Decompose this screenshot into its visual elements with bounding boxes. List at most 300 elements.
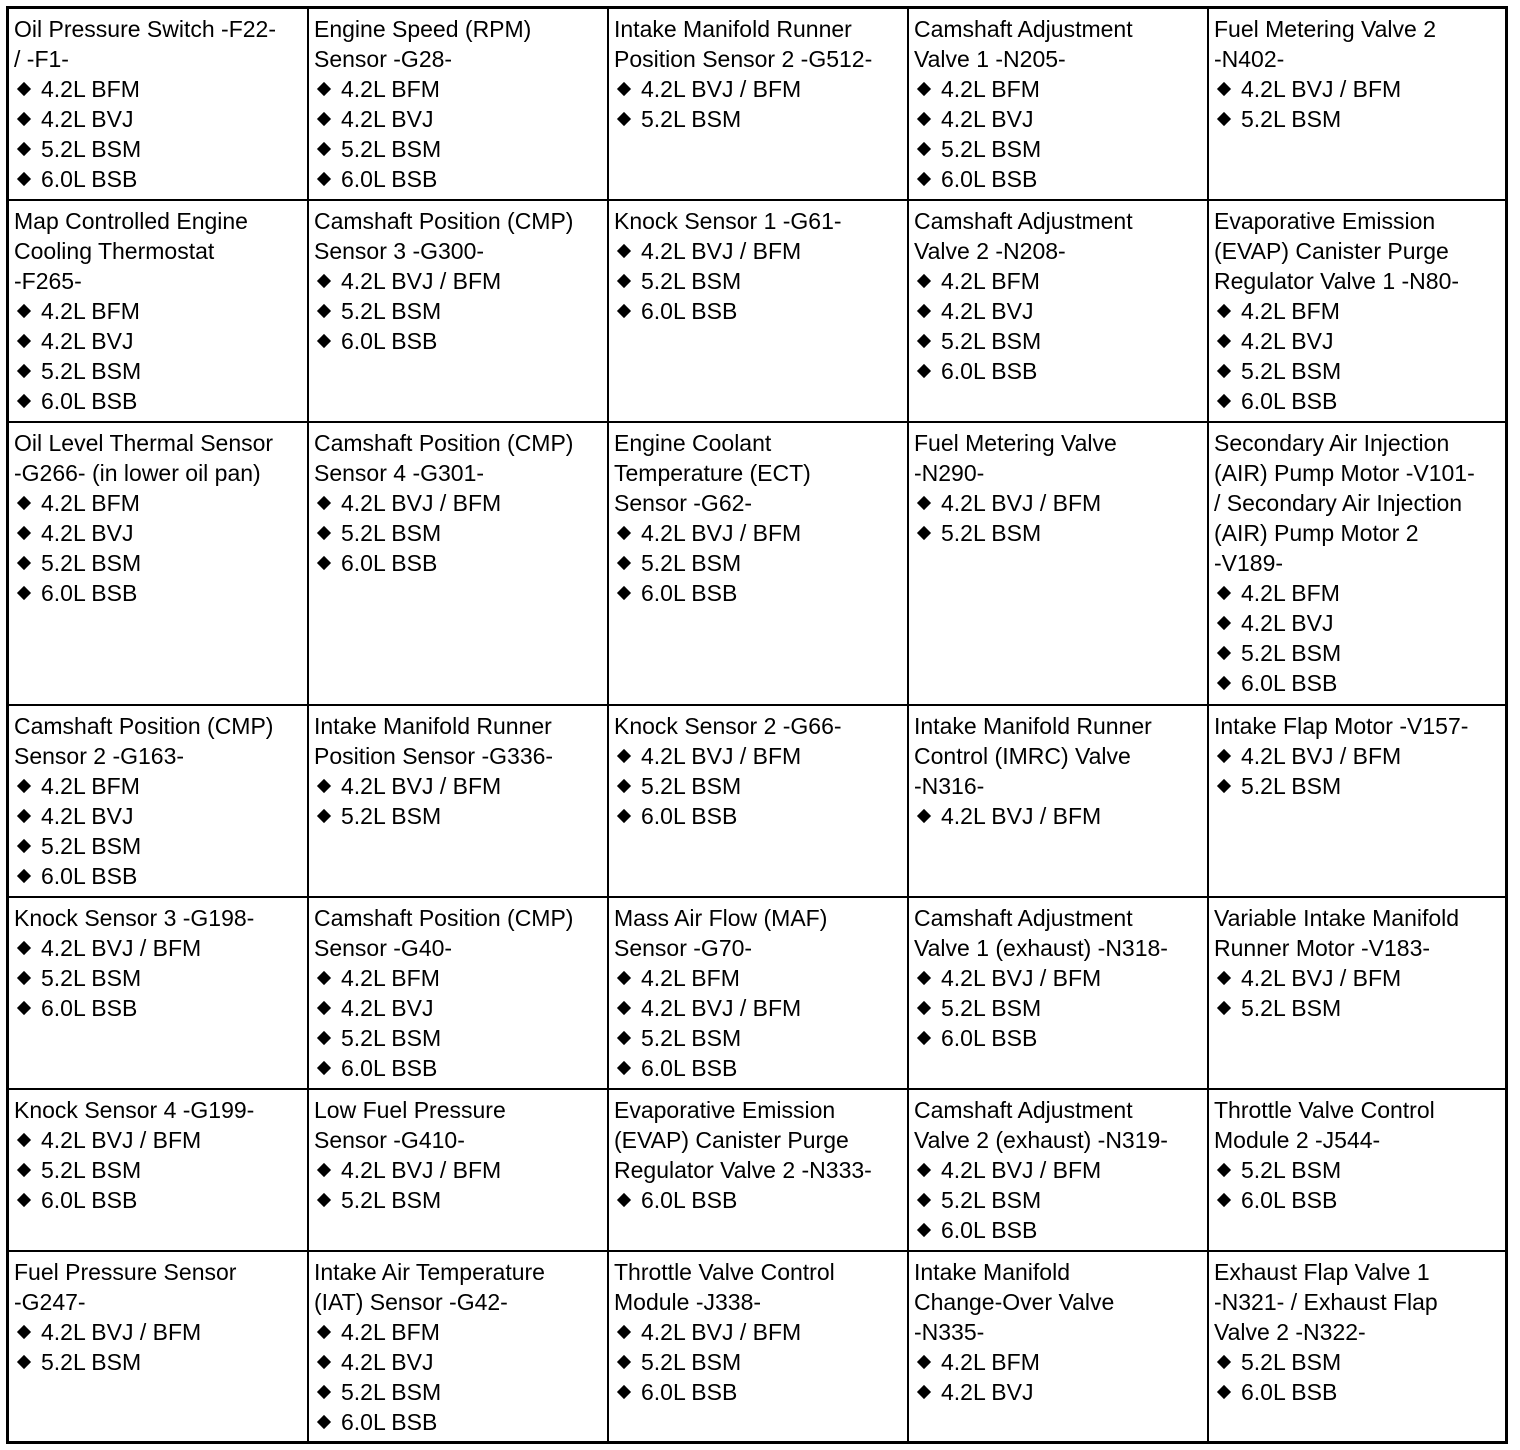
engine-code-label: 4.2L BVJ [341, 106, 434, 132]
engine-code-label: 4.2L BVJ / BFM [941, 803, 1102, 829]
engine-code-item [614, 296, 903, 326]
engine-code-item [314, 1347, 603, 1377]
diamond-bullet-icon [317, 334, 331, 348]
diamond-bullet-icon [1217, 82, 1231, 96]
engine-code-label: 4.2L BVJ [341, 1349, 434, 1375]
diamond-bullet-icon [917, 526, 931, 540]
engine-code-label: 4.2L BVJ [41, 520, 134, 546]
engine-code-label: 4.2L BVJ / BFM [641, 995, 802, 1021]
engine-code-item [1214, 1347, 1501, 1377]
engine-code-label: 5.2L BSM [941, 328, 1042, 354]
engine-code-label: 5.2L BSM [41, 1157, 142, 1183]
engine-code-item [1214, 1155, 1501, 1185]
diamond-bullet-icon [617, 556, 631, 570]
engine-code-item [614, 548, 903, 578]
engine-code-item [14, 1155, 303, 1185]
engine-code-item [614, 578, 903, 608]
engine-code-label: 6.0L BSB [41, 388, 138, 414]
diamond-bullet-icon [1217, 1001, 1231, 1015]
component-title-line: Engine Coolant [614, 430, 772, 456]
table-cell [309, 1090, 609, 1252]
component-title-line: Position Sensor -G336- [314, 743, 554, 769]
diamond-bullet-icon [17, 334, 31, 348]
engine-code-item [914, 1215, 1203, 1245]
engine-code-item [1214, 993, 1501, 1023]
engine-code-item [914, 1023, 1203, 1053]
component-title-line: Oil Level Thermal Sensor [14, 430, 274, 456]
engine-code-label: 6.0L BSB [1241, 388, 1338, 414]
table-cell [9, 423, 309, 706]
diamond-bullet-icon [317, 82, 331, 96]
engine-code-label: 6.0L BSB [41, 863, 138, 889]
component-title-line: Regulator Valve 2 -N333- [614, 1157, 872, 1183]
diamond-bullet-icon [617, 526, 631, 540]
engine-code-label: 5.2L BSM [41, 1349, 142, 1375]
component-title-line: -G247- [14, 1289, 86, 1315]
component-title-line: / Secondary Air Injection [1214, 490, 1463, 516]
diamond-bullet-icon [917, 172, 931, 186]
engine-code-label: 5.2L BSM [941, 1187, 1042, 1213]
diamond-bullet-icon [617, 1193, 631, 1207]
engine-code-item [14, 933, 303, 963]
table-cell [309, 898, 609, 1090]
engine-code-item [314, 771, 603, 801]
diamond-bullet-icon [617, 1325, 631, 1339]
engine-code-label: 6.0L BSB [341, 166, 438, 192]
component-title-line: -N290- [914, 460, 985, 486]
diamond-bullet-icon [17, 1163, 31, 1177]
engine-code-label: 4.2L BVJ / BFM [941, 490, 1102, 516]
engine-code-label: 4.2L BVJ / BFM [641, 520, 802, 546]
component-title-line: Module 2 -J544- [1214, 1127, 1381, 1153]
engine-code-label: 5.2L BSM [41, 833, 142, 859]
engine-code-label: 5.2L BSM [1241, 1349, 1342, 1375]
diamond-bullet-icon [317, 1193, 331, 1207]
engine-code-item [1214, 386, 1501, 416]
diamond-bullet-icon [17, 394, 31, 408]
component-title-line: Camshaft Position (CMP) [314, 208, 574, 234]
table-cell [909, 1090, 1209, 1252]
diamond-bullet-icon [917, 1163, 931, 1177]
diamond-bullet-icon [17, 364, 31, 378]
diamond-bullet-icon [17, 82, 31, 96]
component-title-line: Camshaft Position (CMP) [314, 430, 574, 456]
engine-code-label: 4.2L BFM [941, 268, 1040, 294]
engine-code-item [614, 236, 903, 266]
engine-code-label: 4.2L BVJ / BFM [641, 1319, 802, 1345]
component-title-line: Camshaft Adjustment [914, 905, 1133, 931]
diamond-bullet-icon [917, 304, 931, 318]
diamond-bullet-icon [917, 1385, 931, 1399]
engine-code-label: 4.2L BFM [1241, 580, 1340, 606]
component-title-line: Cooling Thermostat [14, 238, 215, 264]
engine-code-item [314, 296, 603, 326]
table-cell [1209, 423, 1505, 706]
engine-code-label: 6.0L BSB [341, 550, 438, 576]
component-title-line: Exhaust Flap Valve 1 [1214, 1259, 1430, 1285]
engine-code-item [314, 134, 603, 164]
component-title-line: Oil Pressure Switch -F22- [14, 16, 277, 42]
engine-code-item [914, 993, 1203, 1023]
engine-code-label: 6.0L BSB [641, 1187, 738, 1213]
component-title-line: Low Fuel Pressure [314, 1097, 506, 1123]
diamond-bullet-icon [1217, 364, 1231, 378]
engine-code-label: 4.2L BVJ / BFM [1241, 743, 1402, 769]
diamond-bullet-icon [317, 809, 331, 823]
engine-code-item [614, 74, 903, 104]
engine-code-item [314, 963, 603, 993]
component-title-line: Knock Sensor 3 -G198- [14, 905, 255, 931]
engine-code-item [314, 74, 603, 104]
engine-code-item [14, 488, 303, 518]
engine-code-item [314, 1377, 603, 1407]
engine-code-label: 5.2L BSM [341, 136, 442, 162]
engine-code-item [914, 488, 1203, 518]
engine-code-item [614, 993, 903, 1023]
diamond-bullet-icon [317, 1355, 331, 1369]
engine-code-label: 4.2L BVJ / BFM [641, 743, 802, 769]
diamond-bullet-icon [317, 556, 331, 570]
engine-code-item [614, 963, 903, 993]
diamond-bullet-icon [617, 304, 631, 318]
engine-code-item [14, 74, 303, 104]
table-cell [309, 9, 609, 201]
component-title-line: Fuel Metering Valve [914, 430, 1117, 456]
table-cell [909, 9, 1209, 201]
diamond-bullet-icon [1217, 334, 1231, 348]
diamond-bullet-icon [617, 809, 631, 823]
engine-code-label: 4.2L BVJ / BFM [341, 1157, 502, 1183]
component-title-line: Variable Intake Manifold [1214, 905, 1460, 931]
engine-code-label: 6.0L BSB [341, 328, 438, 354]
diamond-bullet-icon [317, 496, 331, 510]
engine-code-item [914, 326, 1203, 356]
diamond-bullet-icon [617, 586, 631, 600]
engine-code-label: 4.2L BVJ / BFM [341, 268, 502, 294]
engine-code-label: 5.2L BSM [41, 136, 142, 162]
component-title-line: Mass Air Flow (MAF) [614, 905, 828, 931]
engine-code-item [614, 1053, 903, 1083]
engine-code-item [1214, 638, 1501, 668]
engine-code-item [14, 578, 303, 608]
table-cell [609, 9, 909, 201]
diamond-bullet-icon [17, 304, 31, 318]
engine-code-item [314, 104, 603, 134]
diamond-bullet-icon [617, 1385, 631, 1399]
table-cell [1209, 9, 1505, 201]
diamond-bullet-icon [617, 1061, 631, 1075]
component-title-line: -N335- [914, 1319, 985, 1345]
engine-code-item [14, 993, 303, 1023]
engine-code-item [1214, 963, 1501, 993]
engine-code-label: 4.2L BFM [41, 773, 140, 799]
component-title-line: Change-Over Valve [914, 1289, 1115, 1315]
table-cell [609, 201, 909, 423]
diamond-bullet-icon [17, 586, 31, 600]
engine-code-label: 5.2L BSM [1241, 995, 1342, 1021]
component-title-line: Sensor -G28- [314, 46, 453, 72]
diamond-bullet-icon [617, 274, 631, 288]
component-title-line: Fuel Metering Valve 2 [1214, 16, 1437, 42]
component-title-line: Camshaft Position (CMP) [314, 905, 574, 931]
diamond-bullet-icon [1217, 779, 1231, 793]
engine-code-label: 6.0L BSB [41, 166, 138, 192]
component-title-line: Sensor -G410- [314, 1127, 465, 1153]
engine-code-label: 5.2L BSM [641, 106, 742, 132]
engine-code-item [1214, 74, 1501, 104]
component-title-line: Camshaft Adjustment [914, 208, 1133, 234]
engine-code-label: 5.2L BSM [1241, 358, 1342, 384]
diamond-bullet-icon [17, 839, 31, 853]
engine-code-item [314, 548, 603, 578]
engine-code-label: 5.2L BSM [1241, 640, 1342, 666]
diamond-bullet-icon [917, 1193, 931, 1207]
engine-code-label: 4.2L BVJ / BFM [41, 935, 202, 961]
engine-code-label: 6.0L BSB [641, 298, 738, 324]
diamond-bullet-icon [17, 142, 31, 156]
engine-code-label: 5.2L BSM [941, 995, 1042, 1021]
diamond-bullet-icon [1217, 1193, 1231, 1207]
engine-code-label: 6.0L BSB [641, 1055, 738, 1081]
diamond-bullet-icon [1217, 112, 1231, 126]
component-title-line: Evaporative Emission [614, 1097, 836, 1123]
engine-code-item [314, 1407, 603, 1437]
engine-code-item [14, 164, 303, 194]
diamond-bullet-icon [1217, 586, 1231, 600]
engine-code-label: 4.2L BVJ / BFM [641, 76, 802, 102]
engine-code-label: 6.0L BSB [641, 1379, 738, 1405]
component-title-line: (EVAP) Canister Purge [614, 1127, 849, 1153]
component-title-line: Sensor -G40- [314, 935, 453, 961]
engine-code-item [14, 1125, 303, 1155]
engine-code-item [14, 771, 303, 801]
diamond-bullet-icon [617, 1031, 631, 1045]
engine-code-label: 5.2L BSM [941, 520, 1042, 546]
engine-code-label: 6.0L BSB [41, 995, 138, 1021]
diamond-bullet-icon [1217, 394, 1231, 408]
engine-code-item [914, 134, 1203, 164]
diamond-bullet-icon [917, 809, 931, 823]
engine-code-item [614, 104, 903, 134]
engine-code-label: 4.2L BFM [341, 76, 440, 102]
engine-code-item [314, 266, 603, 296]
diamond-bullet-icon [17, 1133, 31, 1147]
diamond-bullet-icon [617, 779, 631, 793]
engine-code-label: 4.2L BVJ [941, 1379, 1034, 1405]
engine-code-label: 6.0L BSB [941, 358, 1038, 384]
engine-code-item [14, 831, 303, 861]
engine-code-item [1214, 771, 1501, 801]
table-cell [909, 1252, 1209, 1441]
diamond-bullet-icon [1217, 646, 1231, 660]
diamond-bullet-icon [1217, 971, 1231, 985]
table-cell [909, 898, 1209, 1090]
engine-code-item [914, 801, 1203, 831]
engine-code-label: 5.2L BSM [1241, 106, 1342, 132]
component-title-line: Sensor 3 -G300- [314, 238, 485, 264]
component-title-line: Valve 1 (exhaust) -N318- [914, 935, 1168, 961]
component-title-line: -F265- [14, 268, 82, 294]
engine-code-item [14, 1185, 303, 1215]
engine-code-item [614, 1023, 903, 1053]
engine-code-label: 5.2L BSM [1241, 1157, 1342, 1183]
engine-code-label: 6.0L BSB [1241, 670, 1338, 696]
engine-code-label: 4.2L BVJ [41, 106, 134, 132]
diamond-bullet-icon [917, 971, 931, 985]
component-title-line: Intake Manifold Runner [614, 16, 852, 42]
engine-code-label: 4.2L BFM [41, 76, 140, 102]
component-title-line: Secondary Air Injection [1214, 430, 1450, 456]
engine-code-item [1214, 356, 1501, 386]
component-title-line: Intake Manifold Runner [314, 713, 552, 739]
table-cell [609, 423, 909, 706]
engine-code-label: 5.2L BSM [41, 965, 142, 991]
diamond-bullet-icon [17, 779, 31, 793]
diamond-bullet-icon [1217, 676, 1231, 690]
engine-code-label: 5.2L BSM [1241, 773, 1342, 799]
engine-code-label: 4.2L BVJ / BFM [41, 1319, 202, 1345]
diamond-bullet-icon [17, 809, 31, 823]
table-cell [909, 201, 1209, 423]
component-title-line: Sensor -G62- [614, 490, 753, 516]
diamond-bullet-icon [617, 1001, 631, 1015]
diamond-bullet-icon [317, 112, 331, 126]
engine-code-label: 4.2L BVJ / BFM [341, 773, 502, 799]
diamond-bullet-icon [17, 172, 31, 186]
engine-code-label: 5.2L BSM [341, 520, 442, 546]
engine-code-item [14, 386, 303, 416]
component-title-line: Knock Sensor 2 -G66- [614, 713, 842, 739]
diamond-bullet-icon [17, 526, 31, 540]
engine-code-item [614, 518, 903, 548]
engine-code-label: 6.0L BSB [341, 1409, 438, 1435]
diamond-bullet-icon [1217, 1355, 1231, 1369]
component-title-line: Intake Manifold Runner [914, 713, 1152, 739]
engine-code-label: 6.0L BSB [641, 580, 738, 606]
diamond-bullet-icon [317, 1415, 331, 1429]
table-cell [9, 1252, 309, 1441]
component-title-line: Knock Sensor 1 -G61- [614, 208, 842, 234]
component-title-line: Knock Sensor 4 -G199- [14, 1097, 255, 1123]
component-title-line: Map Controlled Engine [14, 208, 248, 234]
engine-code-item [14, 548, 303, 578]
diamond-bullet-icon [1217, 749, 1231, 763]
component-title-line: Engine Speed (RPM) [314, 16, 532, 42]
engine-code-item [314, 326, 603, 356]
engine-code-label: 4.2L BFM [41, 490, 140, 516]
engine-code-item [14, 861, 303, 891]
diamond-bullet-icon [1217, 1385, 1231, 1399]
engine-code-item [14, 326, 303, 356]
component-title-line: -N321- / Exhaust Flap [1214, 1289, 1438, 1315]
table-cell [1209, 201, 1505, 423]
engine-code-label: 4.2L BVJ [341, 995, 434, 1021]
diamond-bullet-icon [917, 142, 931, 156]
table-cell [309, 1252, 609, 1441]
table-cell [9, 1090, 309, 1252]
engine-code-label: 5.2L BSM [341, 1187, 442, 1213]
engine-code-label: 4.2L BFM [341, 965, 440, 991]
diamond-bullet-icon [17, 1355, 31, 1369]
engine-code-item [1214, 326, 1501, 356]
engine-code-label: 6.0L BSB [41, 1187, 138, 1213]
engine-code-item [914, 266, 1203, 296]
engine-code-label: 6.0L BSB [641, 803, 738, 829]
engine-code-label: 4.2L BVJ / BFM [1241, 76, 1402, 102]
engine-code-label: 5.2L BSM [341, 1379, 442, 1405]
engine-code-item [614, 741, 903, 771]
engine-code-item [914, 74, 1203, 104]
engine-code-item [1214, 1377, 1501, 1407]
component-title-line: Intake Flap Motor -V157- [1214, 713, 1469, 739]
diamond-bullet-icon [17, 496, 31, 510]
engine-code-label: 4.2L BVJ [41, 328, 134, 354]
engine-code-label: 4.2L BVJ [941, 298, 1034, 324]
component-title-line: Evaporative Emission [1214, 208, 1436, 234]
diamond-bullet-icon [317, 172, 331, 186]
engine-code-item [14, 518, 303, 548]
engine-code-item [14, 296, 303, 326]
table-cell [9, 9, 309, 201]
engine-code-label: 5.2L BSM [641, 773, 742, 799]
engine-code-item [314, 1053, 603, 1083]
engine-code-label: 6.0L BSB [1241, 1379, 1338, 1405]
component-title-line: / -F1- [14, 46, 69, 72]
diamond-bullet-icon [917, 1223, 931, 1237]
engine-code-item [14, 801, 303, 831]
component-title-line: -V189- [1214, 550, 1284, 576]
diamond-bullet-icon [617, 749, 631, 763]
component-title-line: Valve 2 -N208- [914, 238, 1066, 264]
engine-code-label: 5.2L BSM [341, 803, 442, 829]
table-cell [309, 201, 609, 423]
table-cell [909, 423, 1209, 706]
engine-code-item [614, 1317, 903, 1347]
table-cell [609, 898, 909, 1090]
engine-code-item [914, 1155, 1203, 1185]
engine-code-label: 4.2L BFM [1241, 298, 1340, 324]
engine-code-item [614, 1347, 903, 1377]
engine-code-item [614, 266, 903, 296]
engine-code-label: 4.2L BVJ / BFM [941, 1157, 1102, 1183]
component-title-line: -N316- [914, 773, 985, 799]
component-title-line: (IAT) Sensor -G42- [314, 1289, 508, 1315]
component-title-line: Camshaft Adjustment [914, 1097, 1133, 1123]
engine-code-label: 5.2L BSM [41, 358, 142, 384]
engine-code-item [14, 134, 303, 164]
table-cell [9, 201, 309, 423]
engine-code-item [614, 801, 903, 831]
engine-code-item [914, 356, 1203, 386]
engine-code-label: 4.2L BFM [41, 298, 140, 324]
component-title-line: Position Sensor 2 -G512- [614, 46, 873, 72]
diamond-bullet-icon [917, 334, 931, 348]
engine-code-item [314, 1023, 603, 1053]
diamond-bullet-icon [917, 112, 931, 126]
engine-code-label: 5.2L BSM [41, 550, 142, 576]
engine-code-label: 6.0L BSB [341, 1055, 438, 1081]
component-title-line: Runner Motor -V183- [1214, 935, 1431, 961]
diamond-bullet-icon [317, 274, 331, 288]
diamond-bullet-icon [617, 112, 631, 126]
component-title-line: -G266- (in lower oil pan) [14, 460, 261, 486]
diamond-bullet-icon [617, 1355, 631, 1369]
engine-code-item [14, 1317, 303, 1347]
engine-code-item [914, 296, 1203, 326]
engine-code-item [14, 104, 303, 134]
engine-code-item [914, 164, 1203, 194]
engine-code-item [1214, 608, 1501, 638]
